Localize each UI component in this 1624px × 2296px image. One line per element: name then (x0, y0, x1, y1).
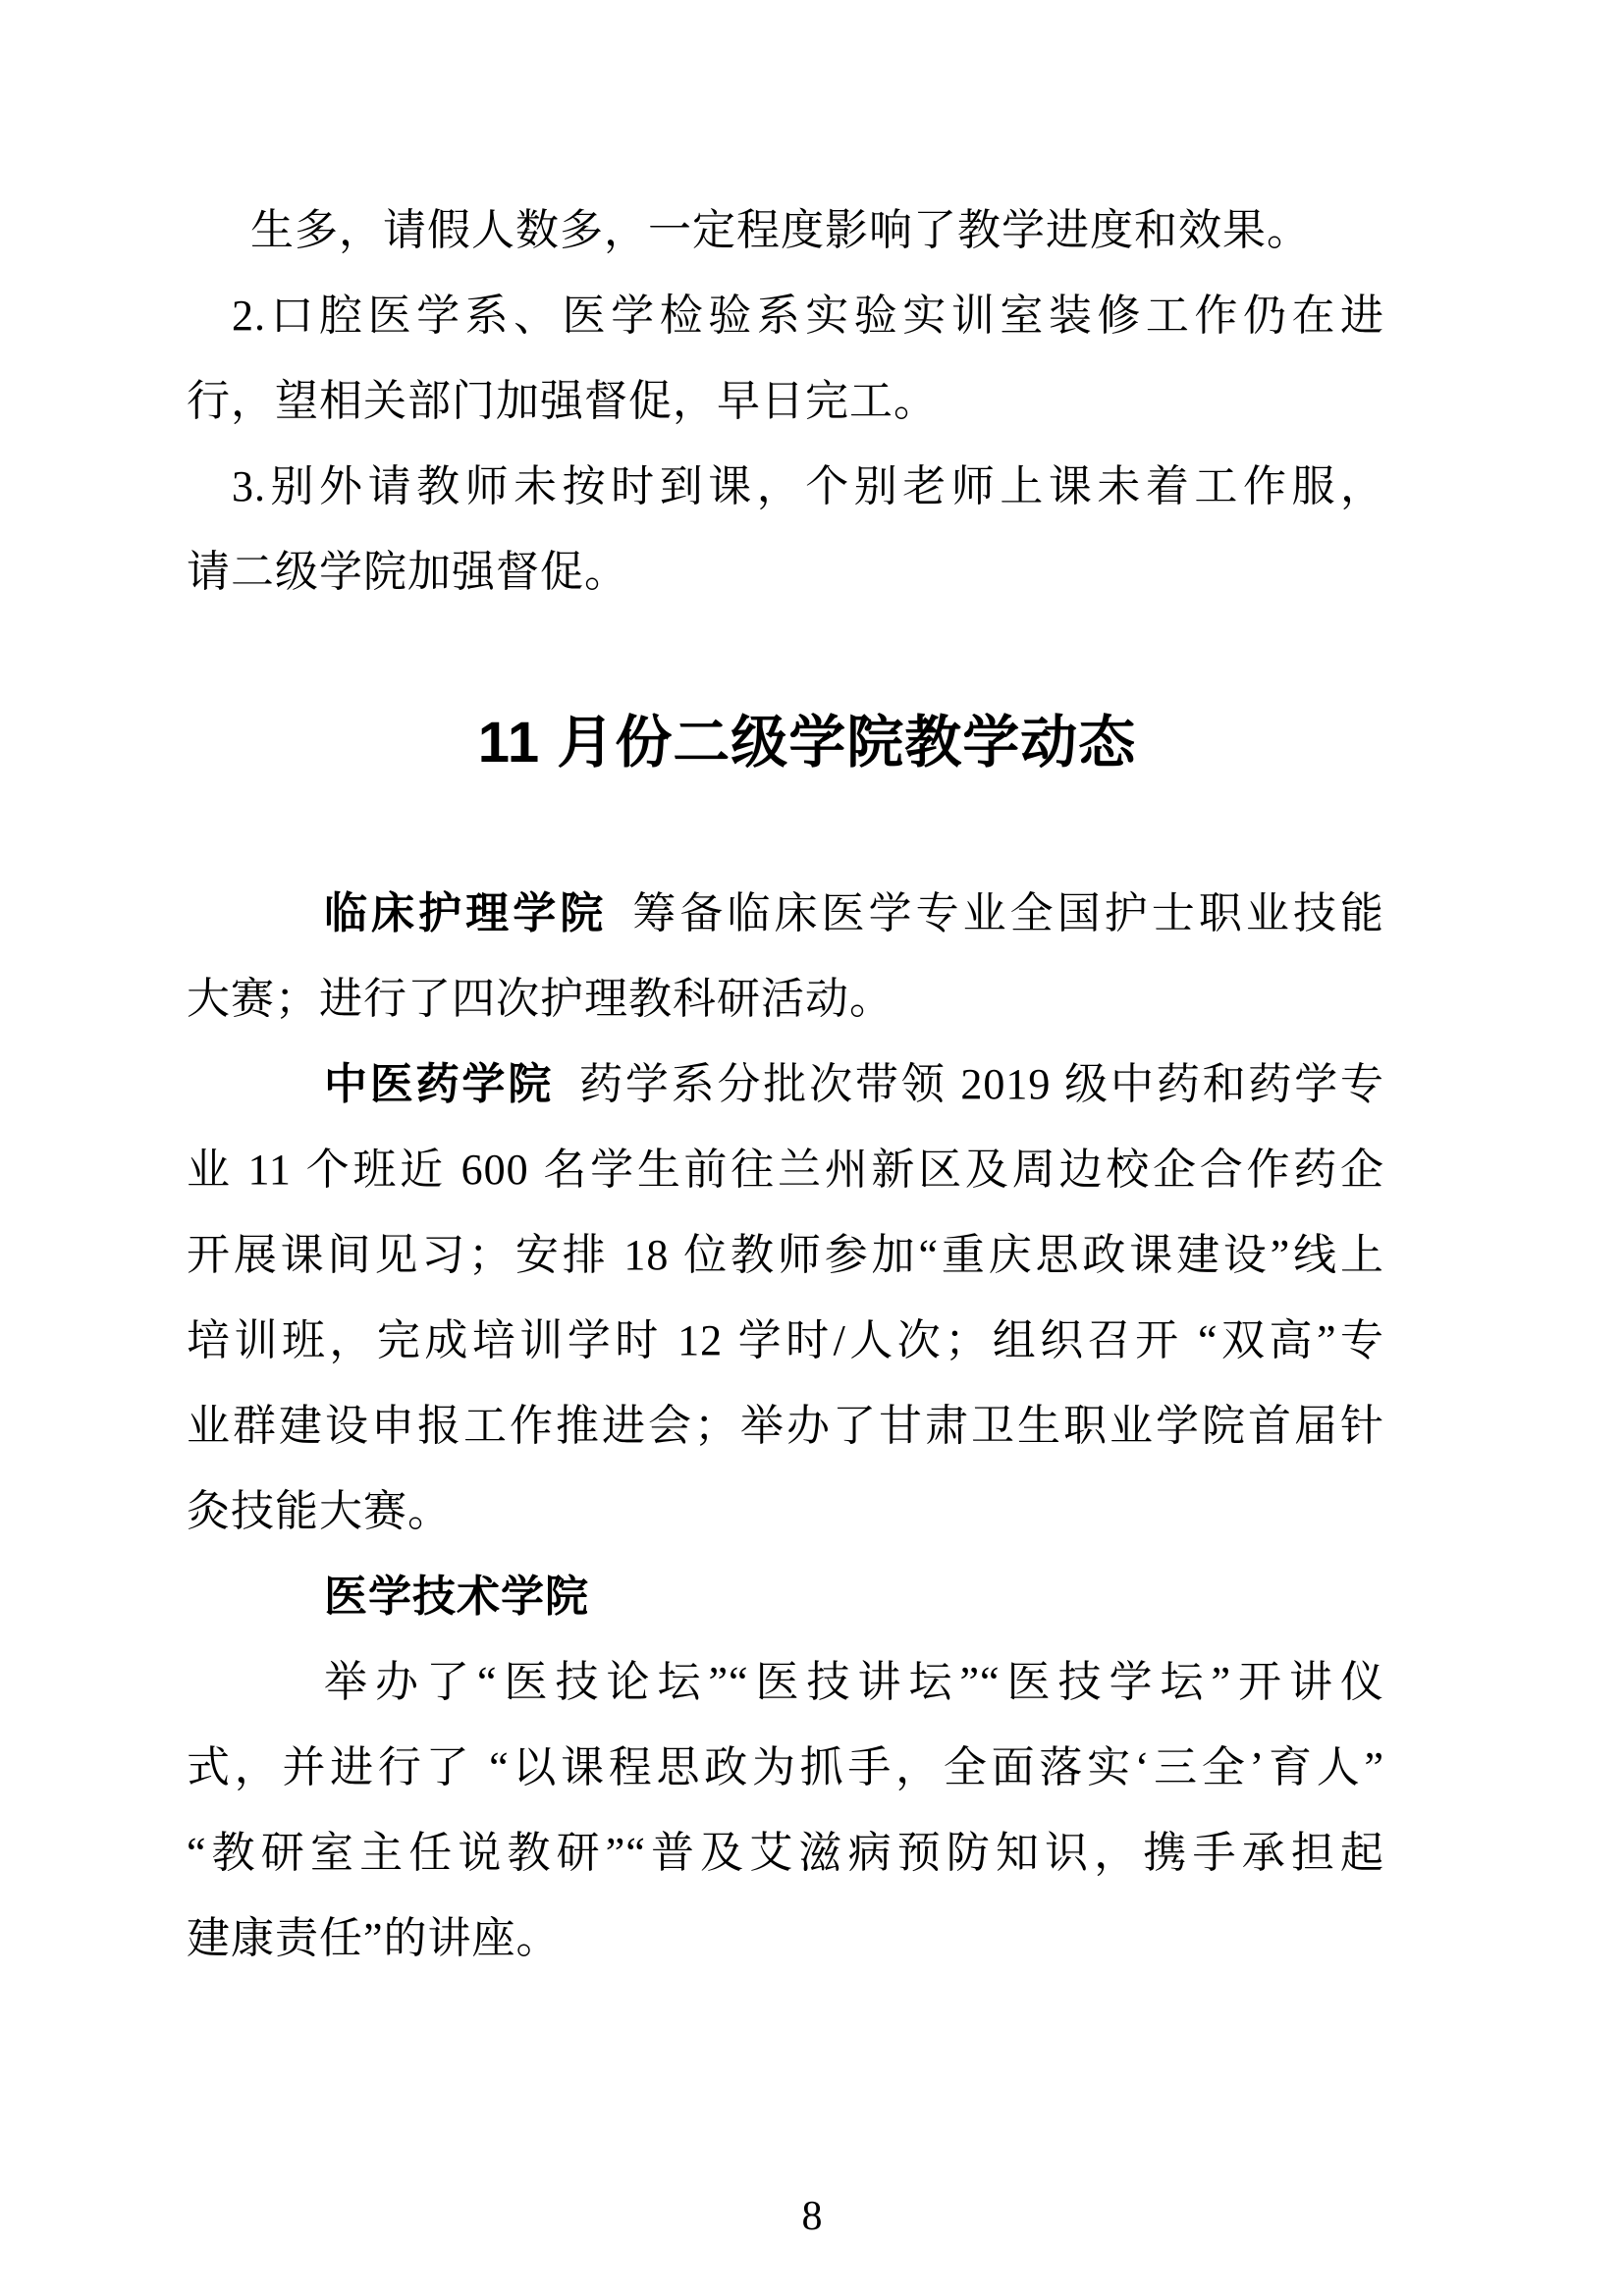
page-body-text (187, 187, 1384, 1981)
page-number: 8 (801, 2194, 823, 2239)
text-line: 建康责任”的讲座。 (187, 1914, 561, 1962)
text-line: 行，望相关部门加强督促，早日完工。 (187, 377, 938, 425)
text-line: 举办了“医技论坛”“医技讲坛”“医技学坛”开讲仪 (324, 1658, 1384, 1706)
college-name: 医学技术学院 (324, 1573, 589, 1621)
text-line: 灸技能大赛。 (187, 1487, 452, 1535)
text-line: 业群建设申报工作推进会；举办了甘肃卫生职业学院首届针 (187, 1402, 1384, 1450)
college-name: 中医药学院 (324, 1060, 555, 1108)
text-line: 大赛；进行了四次护理教科研活动。 (187, 975, 893, 1023)
text-line: 业 11 个班近 600 名学生前往兰州新区及周边校企合作药企 (187, 1146, 1384, 1194)
text-line: 2.口腔医学系、医学检验系实验实训室装修工作仍在进 (232, 292, 1384, 340)
text-line: 请二级学院加强督促。 (187, 548, 628, 596)
text-line: “教研室主任说教研”“普及艾滋病预防知识，携手承担起 (187, 1829, 1384, 1877)
text-line: 3.别外请教师未按时到课，个别老师上课未着工作服， (232, 462, 1384, 510)
text-line: 培训班，完成培训学时 12 学时/人次；组织召开 “双高”专 (187, 1316, 1384, 1364)
blank-line (187, 614, 1384, 700)
blank-line (187, 785, 1384, 871)
text-run: 药学系分批次带领 2019 级中药和药学专 (579, 1060, 1385, 1108)
text-line: 开展课间见习；安排 18 位教师参加“重庆思政课建设”线上 (187, 1231, 1384, 1279)
text-run: 筹备临床医学专业全国护士职业技能 (632, 889, 1385, 937)
section-heading: 11 月份二级学院教学动态 (477, 711, 1137, 774)
text-line (187, 871, 1384, 956)
text-line: 式，并进行了 “以课程思政为抓手，全面落实‘三全’育人” (187, 1743, 1384, 1791)
text-line: 生多，请假人数多，一定程度影响了教学进度和效果。 (250, 206, 1311, 254)
text-line (187, 1554, 1384, 1639)
text-line (187, 1041, 1384, 1127)
college-name: 临床护理学院 (324, 889, 608, 937)
